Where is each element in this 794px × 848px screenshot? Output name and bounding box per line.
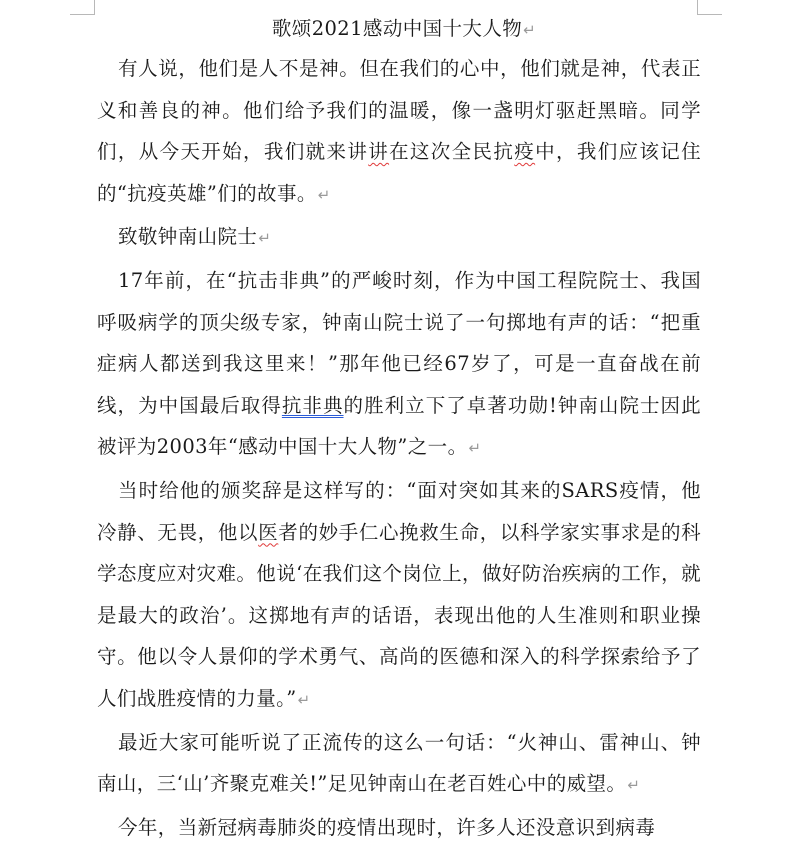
paragraph-intro bbox=[97, 48, 701, 216]
paragraph-mark-icon: ↵ bbox=[468, 439, 482, 458]
document-body[interactable] bbox=[97, 12, 701, 848]
grammar-flag[interactable]: 抗非典 bbox=[281, 393, 344, 417]
paragraph-three-mountains bbox=[97, 722, 701, 807]
document-title bbox=[97, 12, 701, 48]
paragraph-mark-icon: ↵ bbox=[523, 21, 537, 39]
paragraph-intro-text-c: 中，我们应该记住的“抗疫英雄”们的故事。 bbox=[97, 140, 702, 205]
page-corner-mark-left bbox=[70, 0, 95, 15]
paragraph-mark-icon: ↵ bbox=[317, 185, 331, 204]
paragraph-award-text-b: 者的妙手仁心挽救生命，以科学家实事求是的科学态度应对灾难。他说‘在我们这个岗位上，做好防治疾病的工作，就是最大的政治’。这掷地有声的话语，表现出他的人生准则和职业操守。他以令人景仰的学术勇气、高尚的医德和深入的科学探索给予了人们战胜疫情的力量。” bbox=[97, 520, 702, 710]
paragraph-award-speech bbox=[97, 470, 701, 722]
document-title-text: 歌颂2021感动中国十大人物 bbox=[271, 17, 523, 40]
paragraph-mark-icon: ↵ bbox=[258, 229, 272, 248]
paragraph-covid-text: 今年，当新冠病毒肺炎的疫情出现时，许多人还没意识到病毒 bbox=[118, 815, 656, 839]
section-heading-text: 致敬钟南山院士 bbox=[118, 225, 258, 249]
paragraph-intro-text-b: 在这次全民抗 bbox=[389, 140, 515, 164]
paragraph-covid bbox=[97, 807, 701, 848]
spelling-flag[interactable]: 医 bbox=[258, 520, 279, 544]
paragraph-three-mountains-text: 最近大家可能听说了正流传的这么一句话：“火神山、雷神山、钟南山，三‘山’齐聚克难关!”足见钟南山在老百姓心中的威望。 bbox=[97, 730, 701, 796]
paragraph-sars bbox=[97, 260, 701, 470]
paragraph-mark-icon: ↵ bbox=[627, 776, 641, 795]
paragraph-sars-text-b: 的胜利立下了卓著功勋!钟南山院士因此被评为2003年“感动中国十大人物”之一。 bbox=[97, 393, 701, 459]
paragraph-mark-icon: ↵ bbox=[297, 690, 311, 709]
paragraph-sars-text-a: 17年前，在“抗击非典”的严峻时刻，作为中国工程院院士、我国呼吸病学的顶尖级专家，钟南山院士说了一句掷地有声的话：“把重症病人都送到我这里来！”那年他已经67岁了，可是一直奋战在前线，为中国最后取得 bbox=[97, 268, 701, 417]
spelling-flag[interactable]: 疫 bbox=[514, 140, 536, 164]
spelling-flag[interactable]: 讲 bbox=[368, 140, 390, 164]
paragraph-award-text-a: 当时给他的颁奖辞是这样写的：“面对突如其来的SARS疫情，他冷静、无畏，他以 bbox=[97, 478, 701, 544]
section-heading bbox=[97, 216, 701, 260]
paragraph-intro-text-a: 有人说，他们是人不是神。但在我们的心中，他们就是神，代表正义和善良的神。他们给予我们的温暖，像一盏明灯驱赶黑暗。同学们，从今天开始，我们就来讲 bbox=[97, 57, 701, 164]
